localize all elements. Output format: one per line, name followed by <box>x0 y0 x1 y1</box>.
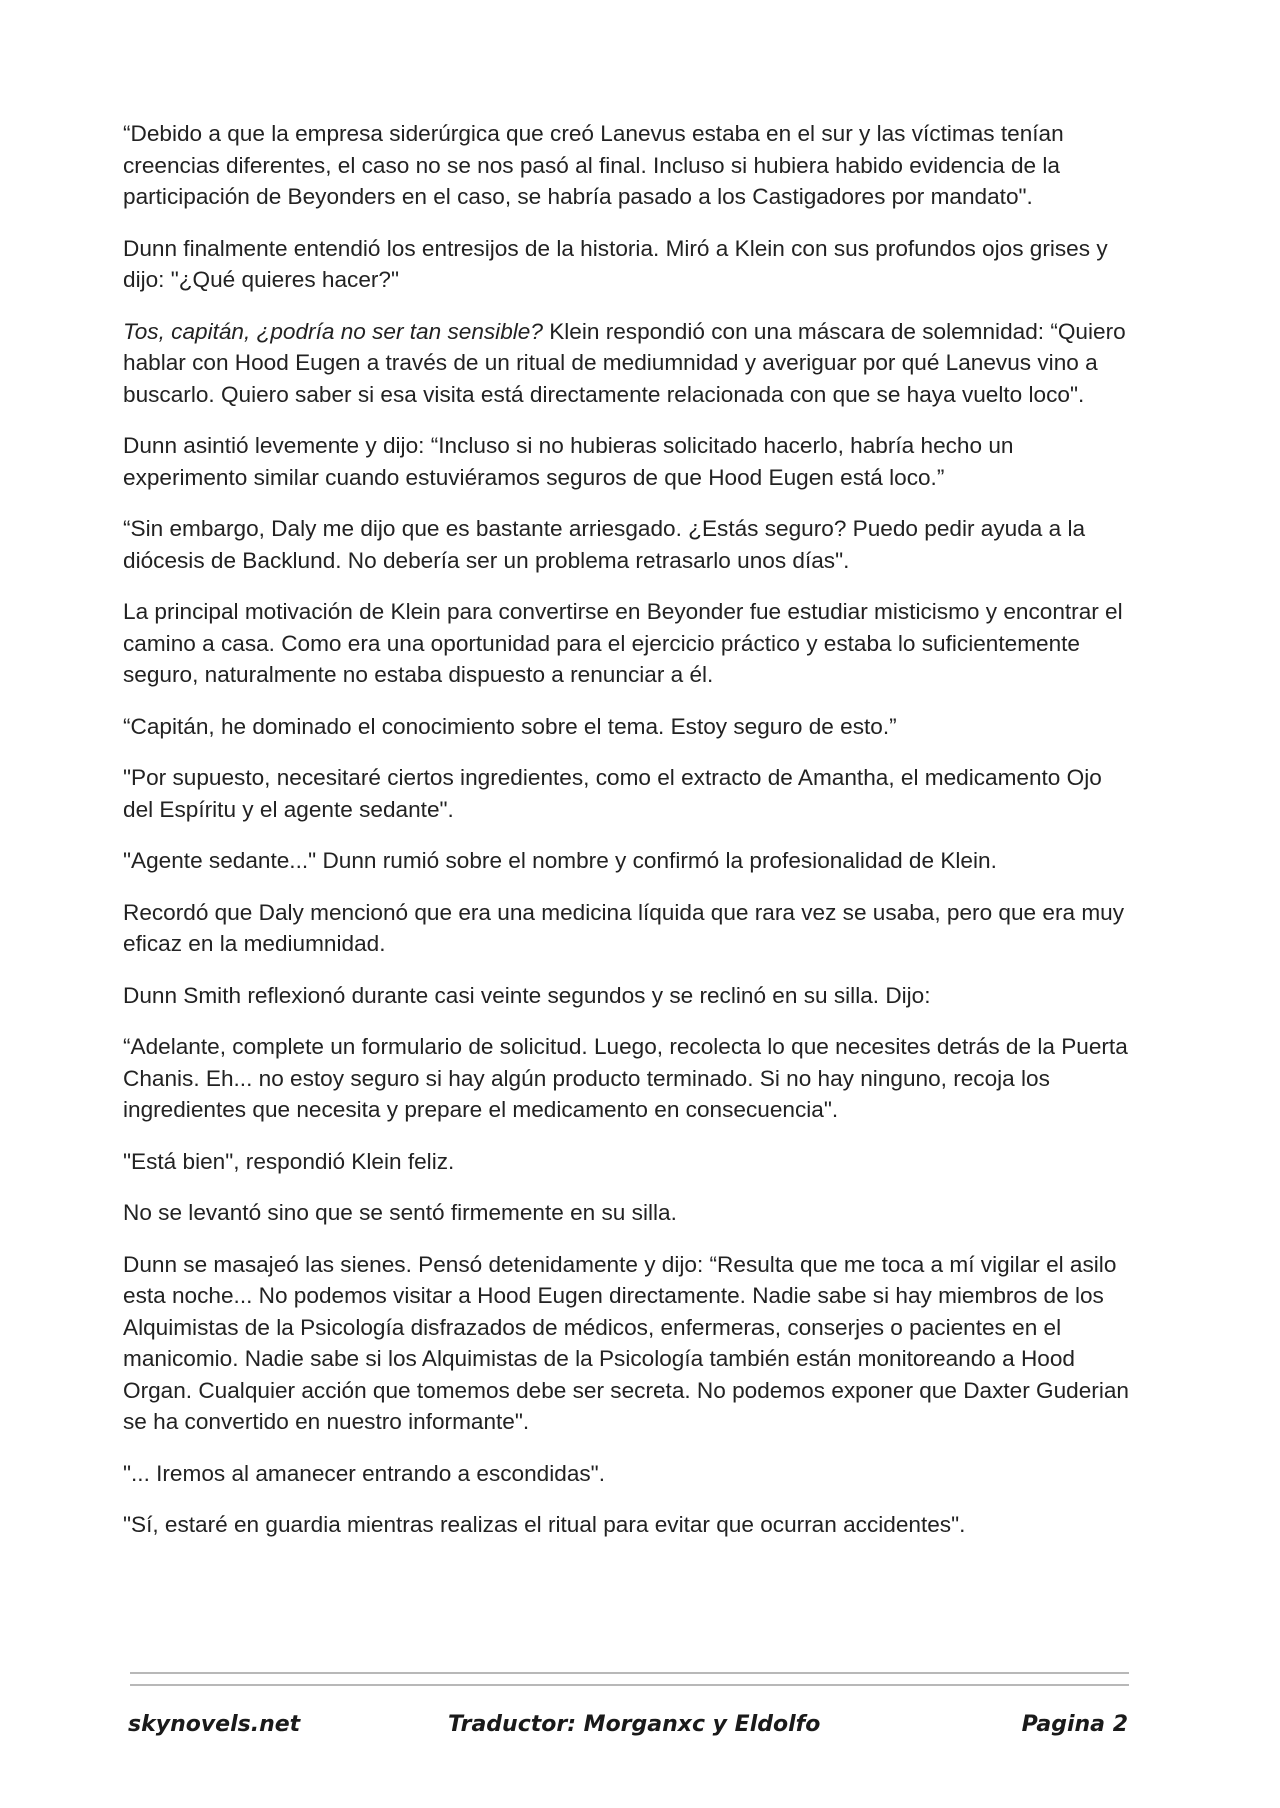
paragraph: “Capitán, he dominado el conocimiento sobre el tema. Estoy seguro de esto.” <box>123 713 897 739</box>
page-footer <box>128 1712 1128 1746</box>
paragraph: "... Iremos al amanecer entrando a escondidas". <box>123 1460 605 1486</box>
paragraph: Recordó que Daly mencionó que era una medicina líquida que rara vez se usaba, pero que era muy eficaz en la mediumnidad. <box>123 899 1125 956</box>
paragraph: No se levantó sino que se sentó firmemente en su silla. <box>123 1200 677 1225</box>
footer-site: skynovels.net <box>128 1712 301 1737</box>
paragraph-text: Klein respondió con una máscara de solemnidad: “Quiero hablar con Hood Eugen a través de un ritual de mediumnidad y averiguar por qué Lanevus vino a buscarlo. Quiero saber si esa visita está directamente relacionada con que se haya vuelto loco". <box>123 318 1126 407</box>
paragraph: “Sin embargo, Daly me dijo que es bastante arriesgado. ¿Estás seguro? Puedo pedir ayuda a la diócesis de Backlund. No debería ser un problema retrasarlo unos días". <box>123 516 1086 573</box>
paragraph: Dunn Smith reflexionó durante casi veinte segundos y se reclinó en su silla. Dijo: <box>123 982 931 1008</box>
footer-divider-top <box>130 1672 1129 1674</box>
paragraph: Dunn asintió levemente y dijo: “Incluso si no hubieras solicitado hacerlo, habría hecho un experimento similar cuando estuviéramos seguros de que Hood Eugen está loco.” <box>123 433 1014 490</box>
paragraph: Dunn se masajeó las sienes. Pensó detenidamente y dijo: “Resulta que me toca a mí vigilar el asilo esta noche... No podemos visitar a Hood Eugen directamente. Nadie sabe si hay miembros de los Alquimistas de la Psicología disfrazados de médicos, enfermeras, conserjes o pacientes en el manicomio. Nadie sabe si los Alquimistas de la Psicología también están monitoreando a Hood Organ. Cualquier acción que tomemos debe ser secreta. No podemos exponer que Daxter Guderian se ha convertido en nuestro informante". <box>123 1251 1129 1434</box>
paragraph: "Está bien", respondió Klein feliz. <box>123 1148 455 1174</box>
paragraph: “Debido a que la empresa siderúrgica que creó Lanevus estaba en el sur y las víctimas tenían creencias diferentes, el caso no se nos pasó al final. Incluso si hubiera habido evidencia de la participación de Beyonders en el caso, se habría pasado a los Castigadores por mandato". <box>123 121 1064 209</box>
footer-translator: Traductor: Morganxc y Eldolfo <box>448 1712 821 1737</box>
paragraph: Dunn finalmente entendió los entresijos de la historia. Miró a Klein con sus profundos ojos grises y dijo: "¿Qué quieres hacer?" <box>123 235 1108 292</box>
footer-divider-bottom <box>130 1684 1129 1686</box>
paragraph <box>123 316 1133 411</box>
document-body <box>123 118 1133 1561</box>
paragraph: "Sí, estaré en guardia mientras realizas el ritual para evitar que ocurran accidentes". <box>123 1512 966 1537</box>
paragraph: “Adelante, complete un formulario de solicitud. Luego, recolecta lo que necesites detrás de la Puerta Chanis. Eh... no estoy seguro si hay algún producto terminado. Si no hay ninguno, recoja los ingredientes que necesita y prepare el medicamento en consecuencia". <box>123 1034 1128 1122</box>
paragraph: "Agente sedante..." Dunn rumió sobre el nombre y confirmó la profesionalidad de Klein. <box>123 848 997 873</box>
paragraph: "Por supuesto, necesitaré ciertos ingredientes, como el extracto de Amantha, el medicamento Ojo del Espíritu y el agente sedante". <box>123 765 1102 822</box>
footer-page-number: Pagina 2 <box>1021 1712 1128 1737</box>
paragraph: La principal motivación de Klein para convertirse en Beyonder fue estudiar misticismo y encontrar el camino a casa. Como era una oportunidad para el ejercicio práctico y estaba lo suficientemente seguro, naturalmente no estaba dispuesto a renunciar a él. <box>123 599 1123 687</box>
italic-thought: Tos, capitán, ¿podría no ser tan sensible? <box>123 318 543 344</box>
